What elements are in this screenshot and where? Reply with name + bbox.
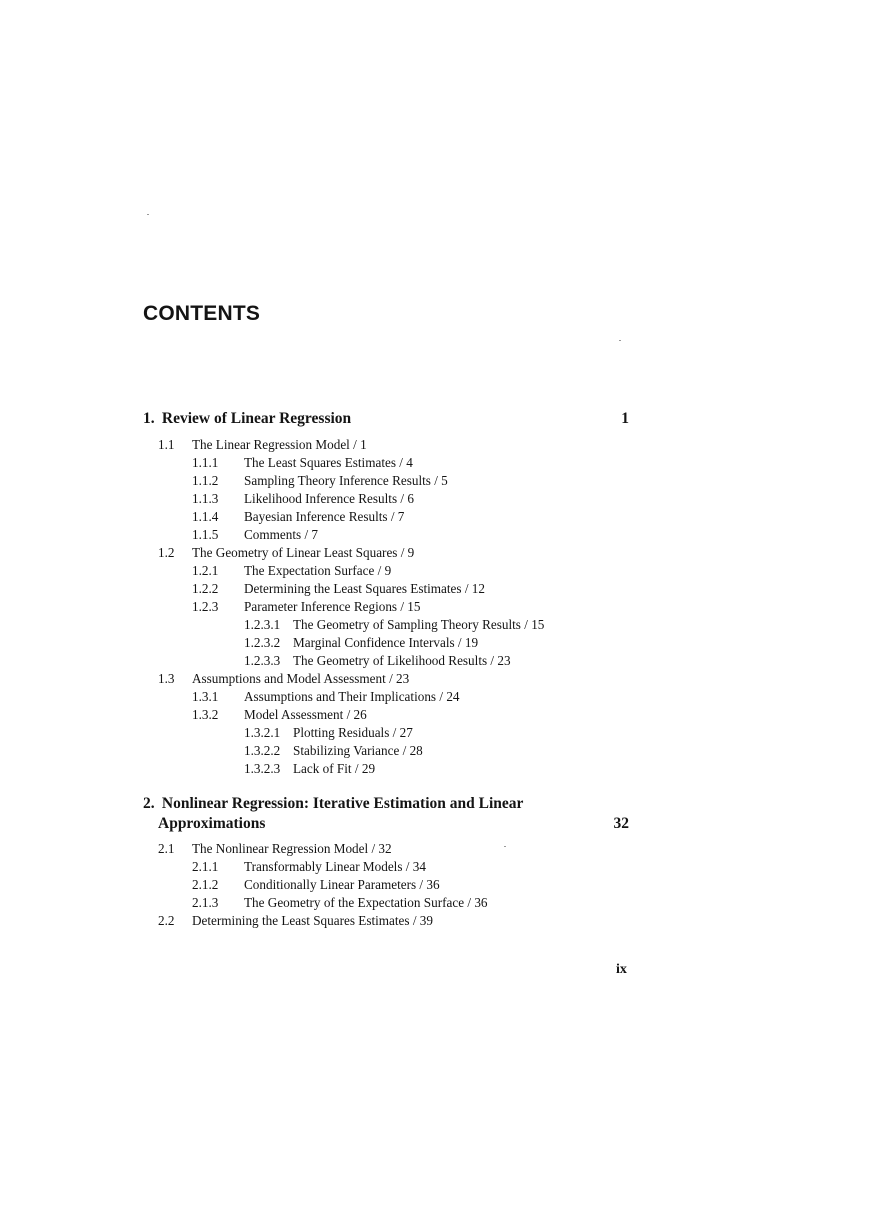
page-title: CONTENTS [143, 302, 261, 325]
toc-entry-1-2-3: 1.2.3 Parameter Inference Regions / 15 [192, 599, 421, 614]
toc-entry-1-2-3-1: 1.2.3.1 The Geometry of Sampling Theory Results / 15 [244, 617, 545, 632]
toc-entry-1-2-1: 1.2.1 The Expectation Surface / 9 [192, 563, 392, 578]
chapter-1-heading [143, 409, 629, 429]
toc-entry-1-1-2: 1.1.2 Sampling Theory Inference Results / 5 [192, 473, 448, 488]
toc-entry-1-2: 1.2 The Geometry of Linear Least Squares / 9 [158, 545, 415, 560]
toc-entry-1-1-3: 1.1.3 Likelihood Inference Results / 6 [192, 491, 414, 506]
toc-entry-1-1-4: 1.1.4 Bayesian Inference Results / 7 [192, 509, 405, 524]
toc-entry-1-3-2-2: 1.3.2.2 Stabilizing Variance / 28 [244, 743, 423, 758]
toc-entry-1-3-2: 1.3.2 Model Assessment / 26 [192, 707, 367, 722]
toc-entry-1-3: 1.3 Assumptions and Model Assessment / 23 [158, 671, 410, 686]
page-folio: ix [616, 962, 627, 977]
toc-entry-1-2-3-3: 1.2.3.3 The Geometry of Likelihood Results / 23 [244, 653, 511, 668]
chapter-title-line1: 1. Review of Linear Regression [143, 410, 352, 427]
chapter-title-line1: 2. Nonlinear Regression: Iterative Estimation and Linear [143, 795, 524, 812]
toc-entry-2-1-1: 2.1.1 Transformably Linear Models / 34 [192, 859, 426, 874]
toc-entry-1-2-2: 1.2.2 Determining the Least Squares Estimates / 12 [192, 581, 485, 596]
chapter-number: 2. [143, 795, 155, 812]
chapter-2-heading [143, 794, 629, 834]
toc-entry-1-3-1: 1.3.1 Assumptions and Their Implications / 24 [192, 689, 460, 704]
toc-entry-1-3-2-3: 1.3.2.3 Lack of Fit / 29 [244, 761, 376, 776]
toc-entry-2-1-2: 2.1.2 Conditionally Linear Parameters / 36 [192, 877, 440, 892]
scan-speck [619, 340, 621, 341]
chapter-number: 1. [143, 410, 155, 427]
toc-entry-2-2: 2.2 Determining the Least Squares Estimates / 39 [158, 913, 433, 928]
toc-entry-2-1-3: 2.1.3 The Geometry of the Expectation Surface / 36 [192, 895, 488, 910]
scan-speck [504, 846, 506, 847]
chapter-page-number: 1 [621, 410, 629, 427]
chapter-title-line2: Approximations [158, 815, 266, 832]
toc-entry-1-1: 1.1 The Linear Regression Model / 1 [158, 437, 367, 452]
chapter-page-number: 32 [613, 815, 629, 832]
toc-entry-1-3-2-1: 1.3.2.1 Plotting Residuals / 27 [244, 725, 413, 740]
toc-entry-1-1-1: 1.1.1 The Least Squares Estimates / 4 [192, 455, 413, 470]
toc-entry-1-2-3-2: 1.2.3.2 Marginal Confidence Intervals / 19 [244, 635, 479, 650]
scan-speck [147, 214, 149, 215]
toc-entry-2-1: 2.1 The Nonlinear Regression Model / 32 [158, 841, 392, 856]
toc-entry-1-1-5: 1.1.5 Comments / 7 [192, 527, 318, 542]
